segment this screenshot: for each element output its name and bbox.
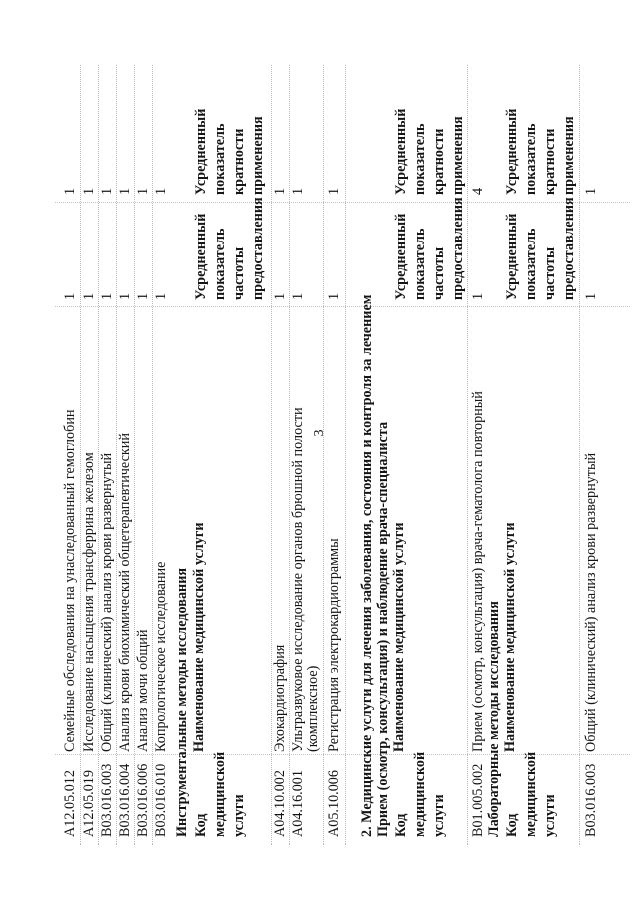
header-multiplicity: Усредненный показатель кратности применения	[193, 108, 266, 195]
service-code: B03.016.003	[99, 763, 115, 837]
service-name: Регистрация электрокардиограммы	[326, 538, 342, 752]
page-number: 3	[312, 429, 327, 437]
service-code: B03.016.010	[153, 763, 169, 837]
header-code: Код медицинской услуги	[193, 751, 247, 837]
header-multiplicity: Усредненный показатель кратности применения	[393, 108, 466, 195]
multiplicity-value: 1	[290, 187, 306, 195]
multiplicity-value: 1	[272, 187, 288, 195]
instrumental-title: Инструментальные методы исследования	[174, 567, 190, 837]
multiplicity-value: 1	[153, 187, 169, 195]
header-code: Код медицинской услуги	[393, 751, 447, 837]
document-page	[55, 65, 630, 845]
service-code: B01.005.002	[470, 763, 486, 837]
lab2-title: Лабораторные методы исследования	[486, 601, 502, 837]
frequency-value: 1	[62, 292, 78, 300]
service-name: Общий (клинический) анализ крови развернутый	[99, 452, 115, 752]
frequency-value: 1	[583, 292, 599, 300]
multiplicity-value: 1	[81, 187, 97, 195]
service-code: B03.016.003	[583, 763, 599, 837]
frequency-value: 1	[117, 292, 133, 300]
service-code: B03.016.004	[117, 763, 133, 837]
frequency-value: 1	[153, 292, 169, 300]
service-name: Исследование насыщения трансферрина железом	[81, 452, 97, 752]
service-name: Эхокардиография	[272, 644, 288, 752]
service-name: Прием (осмотр, консультация) врача-гематолога повторный	[470, 391, 486, 752]
section2-title: 2. Медицинские услуги для лечения заболевания, состояния и контроля за лечением	[359, 294, 375, 837]
multiplicity-value: 1	[583, 187, 599, 195]
multiplicity-value: 4	[470, 187, 486, 195]
header-name: Наименование медицинской услуги	[191, 522, 207, 752]
multiplicity-value: 1	[62, 187, 78, 195]
service-code: A04.10.002	[272, 770, 288, 837]
frequency-value: 1	[470, 292, 486, 300]
multiplicity-value: 1	[135, 187, 151, 195]
multiplicity-value: 1	[99, 187, 115, 195]
frequency-value: 1	[326, 292, 342, 300]
header-frequency: Усредненный показатель частоты предоставления	[504, 197, 577, 300]
multiplicity-value: 1	[117, 187, 133, 195]
header-name: Наименование медицинской услуги	[502, 522, 518, 752]
service-code: B03.016.006	[135, 763, 151, 837]
header-name: Наименование медицинской услуги	[391, 522, 407, 752]
frequency-value: 1	[135, 292, 151, 300]
service-name: Анализ крови биохимический общетерапевтический	[117, 433, 133, 752]
frequency-value: 1	[81, 292, 97, 300]
service-name: Общий (клинический) анализ крови развернутый	[583, 452, 599, 752]
service-name: Копрологическое исследование	[153, 561, 169, 752]
service-name: Анализ мочи общий	[135, 629, 151, 752]
frequency-value: 1	[290, 292, 306, 300]
service-code: A12.05.012	[62, 770, 78, 837]
header-multiplicity: Усредненный показатель кратности применения	[504, 108, 577, 195]
frequency-value: 1	[272, 292, 288, 300]
service-name: Семейные обследования на унаследованный гемоглобин	[62, 409, 78, 752]
reception-title: Прием (осмотр, консультация) и наблюдение врача-специалиста	[375, 421, 391, 837]
header-frequency: Усредненный показатель частоты предоставления	[193, 197, 266, 300]
service-code: A05.10.006	[326, 770, 342, 837]
multiplicity-value: 1	[326, 187, 342, 195]
service-code: A04.16.001	[290, 770, 306, 837]
header-frequency: Усредненный показатель частоты предоставления	[393, 197, 466, 300]
service-code: A12.05.019	[81, 770, 97, 837]
header-code: Код медицинской услуги	[504, 751, 558, 837]
service-name: Ультразвуковое исследование органов брюшной полости (комплексное)	[290, 407, 321, 752]
frequency-value: 1	[99, 292, 115, 300]
